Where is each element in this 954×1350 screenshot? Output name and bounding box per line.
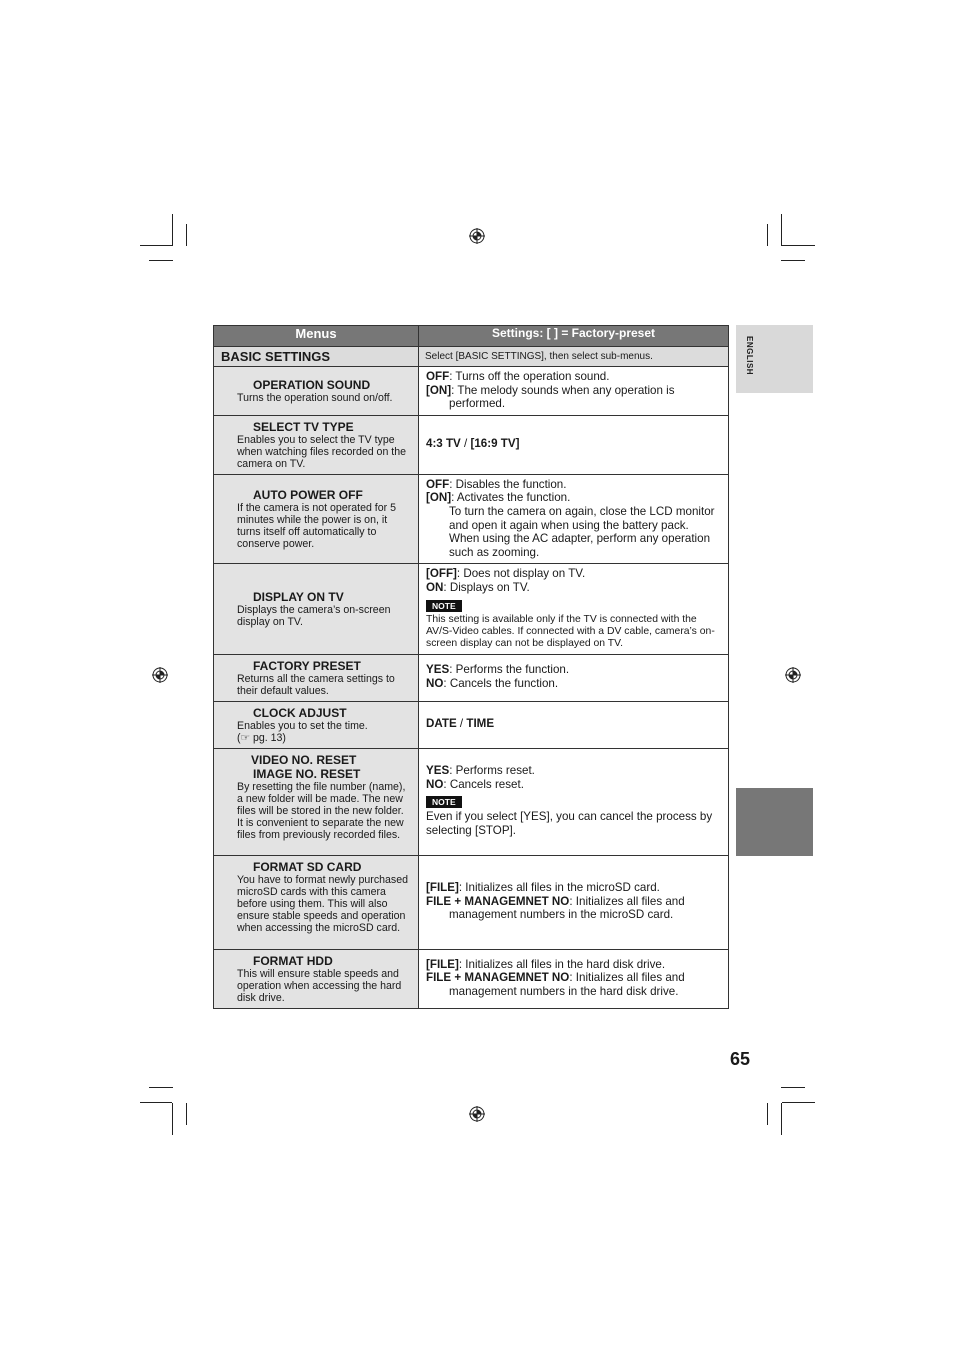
setting-key: FILE + MANAGEMNET NO [426,971,570,985]
crop-mark [767,224,768,246]
setting-key: NO [426,677,444,691]
table-row [214,949,729,1008]
table-row [214,474,729,564]
header-settings: Settings: [ ] = Factory-preset [419,326,729,347]
menu-name: OPERATION SOUND [253,377,371,392]
menu-name: VIDEO NO. RESET [251,752,357,767]
menu-description: You have to format newly purchased microSD cards with this camera before using them. This will also ensure stable speeds and operation when accessing the microSD card. [237,873,408,934]
crop-mark [781,214,782,246]
setting-text: : Cancels the function. [443,677,559,691]
page-reference: (☞ pg. 13) [237,731,286,744]
setting-key: NO [426,777,444,791]
setting-separator: / [460,437,471,451]
setting-text: : The melody sounds when any operation is [451,383,675,397]
setting-key: [OFF] [426,567,457,581]
menu-description: Enables you to select the TV type when watching files recorded on the camera on TV. [237,433,407,470]
registration-mark-icon [152,667,168,683]
crop-mark [149,260,173,261]
note-text: Even if you select [YES], you can cancel the process by selecting [STOP]. [426,810,713,838]
setting-continuation: performed. [449,397,506,411]
crop-mark [782,1102,815,1103]
setting-key: 4:3 TV [426,437,461,451]
crop-mark [140,1102,172,1103]
setting-text: : Turns off the operation sound. [449,370,610,383]
menu-description: Returns all the camera settings to their default values. [237,672,395,697]
setting-key: OFF [426,370,450,383]
menu-name: DISPLAY ON TV [253,589,344,604]
setting-key: OFF [426,477,450,491]
crop-mark [149,1087,173,1088]
menu-name: FORMAT SD CARD [253,859,362,874]
registration-mark-icon [785,667,801,683]
section-instruction: Select [BASIC SETTINGS], then select sub-menus. [419,347,729,367]
setting-key: ON [426,580,444,594]
setting-key: YES [426,763,450,777]
note-badge: NOTE [426,796,462,808]
menu-description: Displays the camera’s on-screen display on TV. [237,603,391,628]
setting-continuation: management numbers in the hard disk drive. [449,984,679,998]
menu-name: IMAGE NO. RESET [253,766,361,781]
side-tab-label: ENGLISH [745,336,754,376]
crop-mark [172,214,173,246]
table-row [214,855,729,949]
crop-mark [781,260,805,261]
setting-key: [ON] [426,383,452,397]
setting-key: [FILE] [426,957,459,971]
section-title: BASIC SETTINGS [214,347,419,367]
crop-mark [172,1103,173,1135]
setting-continuation: To turn the camera on again, close the LCD monitor and open it again when using the battery pack. When using the AC adapter, perform any operation such as zooming. [449,504,715,559]
setting-separator: / [456,717,467,731]
page-number: 65 [730,1049,751,1069]
setting-text: : Displays on TV. [443,580,530,594]
crop-mark [186,224,187,246]
registration-mark-icon [469,228,485,244]
setting-key: [16:9 TV] [470,437,520,451]
table-row [214,415,729,474]
menu-name: SELECT TV TYPE [253,419,354,434]
menu-name: FORMAT HDD [253,953,333,968]
setting-text: : Disables the function. [449,477,567,491]
table-row [214,367,729,416]
setting-text: : Cancels reset. [443,777,524,791]
menu-name: AUTO POWER OFF [253,488,363,503]
side-tab-section [736,788,813,856]
setting-text: : Performs the function. [449,663,570,677]
table-row [214,701,729,748]
menu-description: If the camera is not operated for 5 minutes while the power is on, it turns itself off automatically to conserve power. [237,502,396,551]
menu-name: FACTORY PRESET [253,658,361,673]
menu-name: CLOCK ADJUST [253,705,347,720]
menu-description: By resetting the file number (name), a new folder will be made. The new files will be stored in the new folder. [237,780,406,817]
menu-description: It is convenient to separate the new files from previously recorded files. [237,816,404,841]
crop-mark [140,245,172,246]
setting-key: TIME [466,717,495,731]
table-row [214,654,729,701]
setting-key: [ON] [426,491,452,505]
menu-description: Turns the operation sound on/off. [237,391,393,404]
setting-text: : Activates the function. [451,491,571,505]
registration-mark-icon [469,1106,485,1122]
crop-mark [781,1103,782,1135]
crop-mark [781,1087,805,1088]
table-row [214,748,729,855]
crop-mark [767,1103,768,1125]
setting-key: YES [426,663,450,677]
setting-text: : Initializes all files in the microSD card. [458,881,660,895]
setting-text: : Initializes all files and [569,971,685,985]
setting-continuation: management numbers in the microSD card. [449,908,674,922]
crop-mark [186,1103,187,1125]
setting-key: [FILE] [426,881,459,895]
crop-mark [782,245,815,246]
table-row [214,564,729,654]
setting-text: : Initializes all files and [569,894,685,908]
setting-text: : Performs reset. [449,763,535,777]
menu-description: This will ensure stable speeds and operation when accessing the hard disk drive. [237,967,402,1004]
setting-key: DATE [426,717,457,731]
menu-description: Enables you to set the time. [237,719,368,732]
note-text: This setting is available only if the TV is connected with the AV/S-Video cables. If connected with a DV cable, camera’s on-screen display can not be displayed on TV. [426,613,715,649]
menu-settings-table [213,325,729,1009]
setting-text: : Initializes all files in the hard disk drive. [458,957,666,971]
setting-key: FILE + MANAGEMNET NO [426,894,570,908]
setting-text: : Does not display on TV. [456,567,586,581]
note-badge: NOTE [426,600,462,612]
header-menus: Menus [214,326,419,347]
